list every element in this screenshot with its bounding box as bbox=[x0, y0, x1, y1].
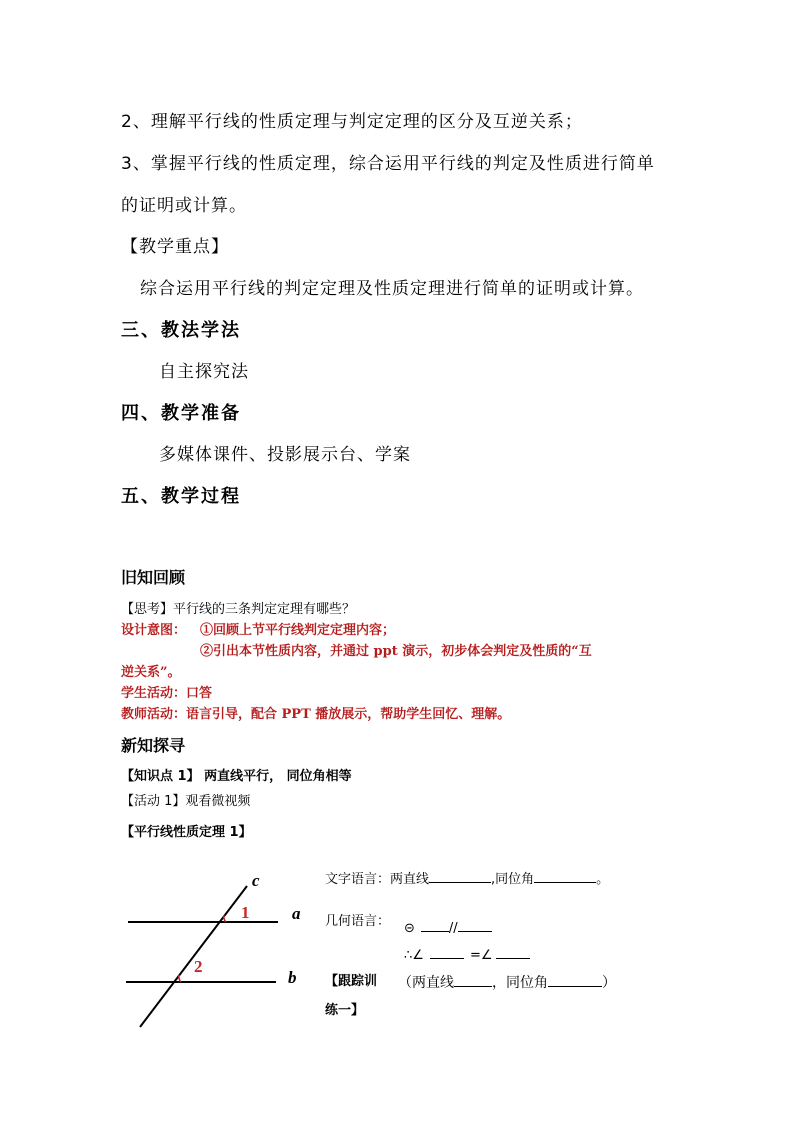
student-activity: 学生活动：口答 bbox=[121, 686, 213, 701]
text-language-row bbox=[325, 868, 609, 887]
process-title: 五、教学过程 bbox=[121, 486, 241, 507]
follow-up-1: 【跟踪训 bbox=[325, 974, 378, 989]
prep-title: 四、教学准备 bbox=[121, 403, 241, 424]
therefore-angle-a: ∴∠ bbox=[404, 948, 424, 963]
text-language-end: 。 bbox=[596, 872, 610, 887]
objective-2: 2、理解平行线的性质定理与判定定理的区分及互逆关系； bbox=[121, 112, 583, 132]
because-icon: ⊝ bbox=[404, 921, 415, 936]
blank-line-1[interactable] bbox=[421, 917, 449, 932]
review-title: 旧知回顾 bbox=[121, 568, 186, 587]
label-c: c bbox=[252, 871, 260, 890]
text-language-b: ,同位角 bbox=[491, 872, 535, 887]
activity-1: 【活动 1】观看微视频 bbox=[121, 794, 251, 809]
objective-3-line2: 的证明或计算。 bbox=[121, 196, 247, 216]
blank-paren-2[interactable] bbox=[548, 972, 602, 987]
text-language-a: 文字语言：两直线 bbox=[325, 872, 430, 887]
review-think: 【思考】平行线的三条判定定理有哪些？ bbox=[121, 602, 356, 617]
angle-2-arc bbox=[179, 975, 181, 982]
label-b: b bbox=[288, 968, 297, 987]
key-point-label: 【教学重点】 bbox=[121, 237, 229, 257]
paren-row bbox=[398, 972, 616, 992]
paren-b: ，同位角 bbox=[492, 975, 548, 991]
angle-label-2: 2 bbox=[194, 957, 203, 976]
design-2-line1: ②引出本节性质内容，并通过 ppt 演示，初步体会判定及性质的“互 bbox=[200, 644, 592, 659]
design-label: 设计意图： bbox=[121, 623, 187, 638]
label-a: a bbox=[292, 904, 301, 923]
methods-text: 自主探究法 bbox=[159, 362, 249, 382]
therefore-angle-b: =∠ bbox=[469, 948, 493, 963]
explore-title: 新知探寻 bbox=[121, 736, 186, 755]
geo-language-label: 几何语言： bbox=[325, 914, 391, 929]
because-row bbox=[404, 917, 492, 936]
blank-parallel[interactable] bbox=[429, 868, 491, 883]
blank-angle-1[interactable] bbox=[430, 944, 464, 959]
parallel-lines-figure bbox=[110, 862, 310, 1037]
knowledge-point-1: 【知识点 1】 两直线平行， 同位角相等 bbox=[121, 769, 352, 784]
paren-end: ） bbox=[602, 975, 616, 991]
parallel-symbol: // bbox=[448, 921, 458, 936]
follow-up-2: 练一】 bbox=[325, 1003, 365, 1018]
objective-3-line1: 3、掌握平行线的性质定理，综合运用平行线的判定及性质进行简单 bbox=[121, 154, 655, 174]
teacher-activity: 教师活动：语言引导，配合 PPT 播放展示，帮助学生回忆、理解。 bbox=[121, 707, 511, 722]
design-2-line2: 逆关系”。 bbox=[121, 665, 181, 680]
blank-angle-2[interactable] bbox=[496, 944, 530, 959]
prep-text: 多媒体课件、投影展示台、学案 bbox=[159, 445, 411, 465]
key-point-text: 综合运用平行线的判定定理及性质定理进行简单的证明或计算。 bbox=[140, 279, 644, 299]
angle-label-1: 1 bbox=[241, 903, 250, 922]
paren-a: （两直线 bbox=[398, 975, 454, 991]
therefore-row bbox=[404, 944, 530, 963]
theorem-title: 【平行线性质定理 1】 bbox=[121, 825, 252, 840]
blank-paren-1[interactable] bbox=[454, 972, 492, 987]
blank-line-2[interactable] bbox=[458, 917, 492, 932]
methods-title: 三、教法学法 bbox=[121, 320, 241, 341]
blank-corresponding[interactable] bbox=[534, 868, 596, 883]
design-1: ①回顾上节平行线判定定理内容； bbox=[200, 623, 396, 638]
